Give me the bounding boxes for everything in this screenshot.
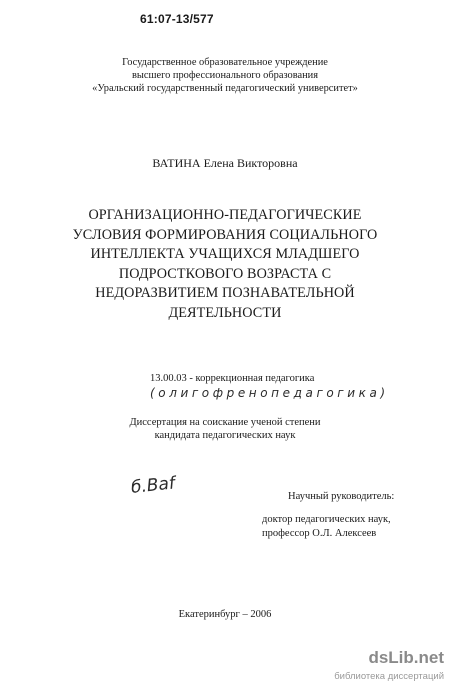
title-line-3: ИНТЕЛЛЕКТА УЧАЩИХСЯ МЛАДШЕГО: [90, 246, 360, 262]
code-stamp: 61:07-13/577: [140, 12, 214, 26]
supervisor-degree: доктор педагогических наук,: [262, 514, 391, 525]
dslib-watermark: [328, 648, 444, 686]
degree-line-2: кандидата педагогических наук: [154, 430, 296, 441]
title-line-4: ПОДРОСТКОВОГО ВОЗРАСТА С: [118, 265, 332, 282]
city-year: Екатеринбург – 2006: [178, 609, 272, 620]
institution-line-2: высшего профессионального образования: [132, 70, 318, 81]
supervisor-name: профессор О.Л. Алексеев: [262, 528, 377, 539]
institution-line-3: «Уральский государственный педагогический университет»: [92, 83, 358, 94]
watermark-subtitle: библиотека диссертаций: [334, 671, 444, 682]
dissertation-title: [0, 206, 450, 323]
institution-line-1: Государственное образовательное учреждение: [122, 57, 328, 68]
title-line-2: УСЛОВИЯ ФОРМИРОВАНИЯ СОЦИАЛЬНОГО: [72, 226, 378, 243]
institution-block: [0, 56, 450, 95]
watermark-site: dsLib.net: [368, 648, 444, 667]
specialty-handwritten: (олигофренопедагогика): [150, 386, 389, 400]
author-name: ВАТИНА Елена Викторовна: [152, 156, 298, 170]
specialty-code: 13.00.03 - коррекционная педагогика: [150, 373, 315, 384]
degree-block: [0, 416, 450, 442]
degree-line-1: Диссертация на соискание ученой степени: [129, 417, 321, 428]
title-line-6: ДЕЯТЕЛЬНОСТИ: [168, 304, 282, 321]
supervisor-label: Научный руководитель:: [288, 491, 395, 502]
title-line-5: НЕДОРАЗВИТИЕМ ПОЗНАВАТЕЛЬНОЙ: [95, 285, 355, 301]
title-line-1: ОРГАНИЗАЦИОННО-ПЕДАГОГИЧЕСКИЕ: [88, 207, 362, 223]
handwritten-signature: б.Ваf: [130, 473, 176, 498]
